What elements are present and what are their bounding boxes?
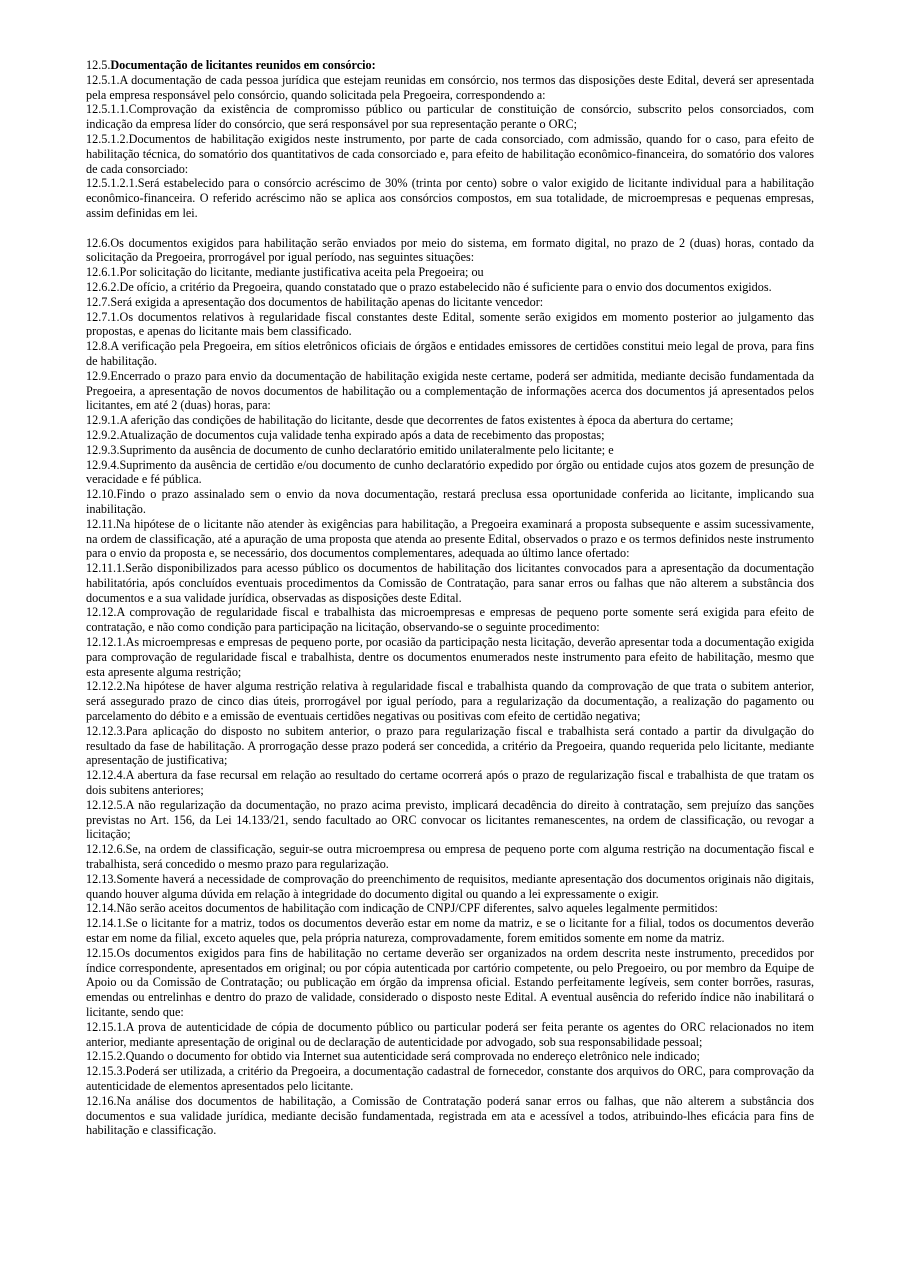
- paragraph: 12.15.3.Poderá ser utilizada, a critério da Pregoeira, a documentação cadastral de fornecedor, constante dos arquivos do ORC, para comprovação da autenticidade de elementos apresentados pelo licitante.: [86, 1064, 814, 1093]
- paragraph: 12.7.1.Os documentos relativos à regularidade fiscal constantes deste Edital, somente serão exigidos em momento posterior ao julgamento das propostas, e apenas do licitante mais bem classificado.: [86, 309, 814, 339]
- paragraph: 12.5.1.1.Comprovação da existência de compromisso público ou particular de constituição de consórcio, subscrito pelos consorciados, com indicação da empresa líder do consórcio, que será responsável por sua representação perante o ORC;: [86, 102, 814, 132]
- paragraph: 12.13.Somente haverá a necessidade de comprovação do preenchimento de requisitos, mediante apresentação dos documentos originais não digitais, quando houver alguma dúvida em relação à integridade do documento digital ou quando a lei expressamente o exigir.: [86, 871, 814, 901]
- paragraph: 12.6.1.Por solicitação do licitante, mediante justificativa aceita pela Pregoeira; ou: [86, 265, 484, 280]
- paragraph: 12.15.2.Quando o documento for obtido via Internet sua autenticidade será comprovada no endereço eletrônico nele indicado;: [86, 1049, 700, 1064]
- paragraph: 12.15.Os documentos exigidos para fins de habilitação no certame deverão ser organizados na ordem descrita neste instrumento, precedidos por índice correspondente, apresentados em original; ou por cópia autenticada por cartório competente, ou pelo Pregoeiro, ou por membro da Equipe de Apoio ou da Comissão de Contratação; ou publicação em órgão da imprensa oficial. Estando perfeitamente legíveis, sem conter borrões, rasuras, emendas ou entrelinhas e dentro do prazo de validade, considerado o disposto neste Edital. A eventual ausência do referido índice não inabilitará o licitante, sendo que:: [86, 945, 814, 1019]
- paragraph: 12.14.1.Se o licitante for a matriz, todos os documentos deverão estar em nome da matriz, e se o licitante for a filial, todos os documentos deverão estar em nome da filial, exceto aqueles que, pela própria natureza, comprovadamente, forem emitidos somente em nome da matriz.: [86, 916, 814, 946]
- paragraph: 12.10.Findo o prazo assinalado sem o envio da nova documentação, restará preclusa essa oportunidade conferida ao licitante, implicando sua inabilitação.: [86, 487, 814, 516]
- paragraph: 12.14.Não serão aceitos documentos de habilitação com indicação de CNPJ/CPF diferentes, salvo aqueles legalmente permitidos:: [86, 901, 718, 916]
- paragraph: 12.11.1.Serão disponibilizados para acesso público os documentos de habilitação dos licitantes convocados para a apresentação da documentação habilitatória, após concluídos eventuais procedimentos da Comissão de Contratação, para sanar erros ou falhas que não alterem a substância dos documentos e a sua validade jurídica, observadas as disposições deste Edital.: [86, 561, 814, 605]
- paragraph: 12.9.4.Suprimento da ausência de certidão e/ou documento de cunho declaratório expedido por órgão ou entidade cujos atos gozem de presunção de veracidade e fé pública.: [86, 457, 814, 487]
- paragraph: 12.12.3.Para aplicação do disposto no subitem anterior, o prazo para regularização fiscal e trabalhista será contado a partir da divulgação do resultado da fase de habilitação. A prorrogação desse prazo poderá ser concedida, a critério da Pregoeira, quando requerida pelo licitante, mediante apresentação de justificativa;: [86, 723, 814, 768]
- paragraph: 12.7.Será exigida a apresentação dos documentos de habilitação apenas do licitante vencedor:: [86, 294, 544, 309]
- paragraph: 12.9.1.A aferição das condições de habilitação do licitante, desde que decorrentes de fatos existentes à época da abertura do certame;: [86, 413, 734, 428]
- paragraph: 12.9.3.Suprimento da ausência de documento de cunho declaratório emitido unilateralmente pelo licitante; e: [86, 442, 614, 457]
- paragraph: 12.12.5.A não regularização da documentação, no prazo acima previsto, implicará decadência do direito à contratação, sem prejuízo das sanções previstas no Art. 156, da Lei 14.133/21, sendo facultado ao ORC convocar os licitantes remanescentes, na ordem de classificação, ou revogar a licitação;: [86, 797, 814, 842]
- paragraph: 12.8.A verificação pela Pregoeira, em sítios eletrônicos oficiais de órgãos e entidades emissores de certidões constitui meio legal de prova, para fins de habilitação.: [86, 339, 814, 368]
- paragraph: 12.12.2.Na hipótese de haver alguma restrição relativa à regularidade fiscal e trabalhista quando da comprovação de que trata o subitem anterior, será assegurado prazo de cinco dias úteis, prorrogável por igual período, para a regularização da documentação, a realização do pagamento ou parcelamento do débito e a emissão de eventuais certidões negativas ou positivas com efeito de certidão negativa;: [86, 679, 814, 724]
- section-title: Documentação de licitantes reunidos em consórcio:: [110, 58, 376, 72]
- paragraph: 12.16.Na análise dos documentos de habilitação, a Comissão de Contratação poderá sanar erros ou falhas, que não alterem a substância dos documentos e sua validade jurídica, mediante decisão fundamentada, registrada em ata e acessível a todos, atribuindo-lhes eficácia para fins de habilitação e classificação.: [86, 1093, 814, 1138]
- paragraph-spacer: [86, 221, 814, 236]
- paragraph: 12.6.2.De ofício, a critério da Pregoeira, quando constatado que o prazo estabelecido não é suficiente para o envio dos documentos exigidos.: [86, 279, 772, 294]
- paragraph: 12.15.1.A prova de autenticidade de cópia de documento público ou particular poderá ser feita perante os agentes do ORC relacionados no item anterior, mediante apresentação de original ou de declaração de autenticidade por advogado, sob sua responsabilidade pessoal;: [86, 1019, 814, 1049]
- paragraph: 12.11.Na hipótese de o licitante não atender às exigências para habilitação, a Pregoeira examinará a proposta subsequente e assim sucessivamente, na ordem de classificação, até a apuração de uma proposta que atenda ao presente Edital, observados o prazo e os termos definidos neste instrumento para o envio da proposta e, se necessário, dos documentos complementares, adequada ao último lance ofertado:: [86, 516, 814, 561]
- section-heading: [86, 58, 814, 73]
- paragraph: 12.5.1.2.1.Será estabelecido para o consórcio acréscimo de 30% (trinta por cento) sobre o valor exigido de licitante individual para a habilitação econômico-financeira. O referido acréscimo não se aplica aos consórcios compostos, em sua totalidade, de microempresas e pequenas empresas, assim definidas em lei.: [86, 176, 814, 220]
- section-number: 12.5.: [86, 58, 111, 72]
- paragraph: 12.9.Encerrado o prazo para envio da documentação de habilitação exigida neste certame, poderá ser admitida, mediante decisão fundamentada da Pregoeira, a apresentação de novos documentos de habilitação ou a complementação de informações acerca dos documentos já apresentados pelos licitantes, em até 2 (duas) horas, para:: [86, 368, 814, 413]
- paragraph: 12.12.A comprovação de regularidade fiscal e trabalhista das microempresas e empresas de pequeno porte somente será exigida para efeito de contratação, e não como condição para participação na licitação, observando-se o seguinte procedimento:: [86, 605, 814, 635]
- paragraph: 12.12.1.As microempresas e empresas de pequeno porte, por ocasião da participação nesta licitação, deverão apresentar toda a documentação exigida para comprovação de regularidade fiscal e trabalhista, dentre os documentos enumerados neste instrumento para efeito de habilitação, mesmo que esta apresente alguma restrição;: [86, 635, 814, 679]
- paragraph: 12.12.6.Se, na ordem de classificação, seguir-se outra microempresa ou empresa de pequeno porte com alguma restrição na documentação fiscal e trabalhista, será concedido o mesmo prazo para regularização.: [86, 842, 814, 872]
- paragraph: 12.9.2.Atualização de documentos cuja validade tenha expirado após a data de recebimento das propostas;: [86, 427, 605, 442]
- paragraph: 12.6.Os documentos exigidos para habilitação serão enviados por meio do sistema, em formato digital, no prazo de 2 (duas) horas, contado da solicitação da Pregoeira, prorrogável por igual período, nas seguintes situações:: [86, 235, 814, 265]
- paragraph: 12.5.1.A documentação de cada pessoa jurídica que estejam reunidas em consórcio, nos termos das disposições deste Edital, deverá ser apresentada pela empresa responsável pelo consórcio, quando solicitada pela Pregoeira, correspondendo a:: [86, 72, 814, 102]
- paragraph: 12.5.1.2.Documentos de habilitação exigidos neste instrumento, por parte de cada consorciado, com admissão, quando for o caso, para efeito de habilitação técnica, do somatório dos quantitativos de cada consorciado e, para efeito de habilitação econômico-financeira, do somatório dos valores de cada consorciado:: [86, 131, 814, 176]
- paragraph: 12.12.4.A abertura da fase recursal em relação ao resultado do certame ocorrerá após o prazo de regularização fiscal e trabalhista de que tratam os dois subitens anteriores;: [86, 768, 814, 798]
